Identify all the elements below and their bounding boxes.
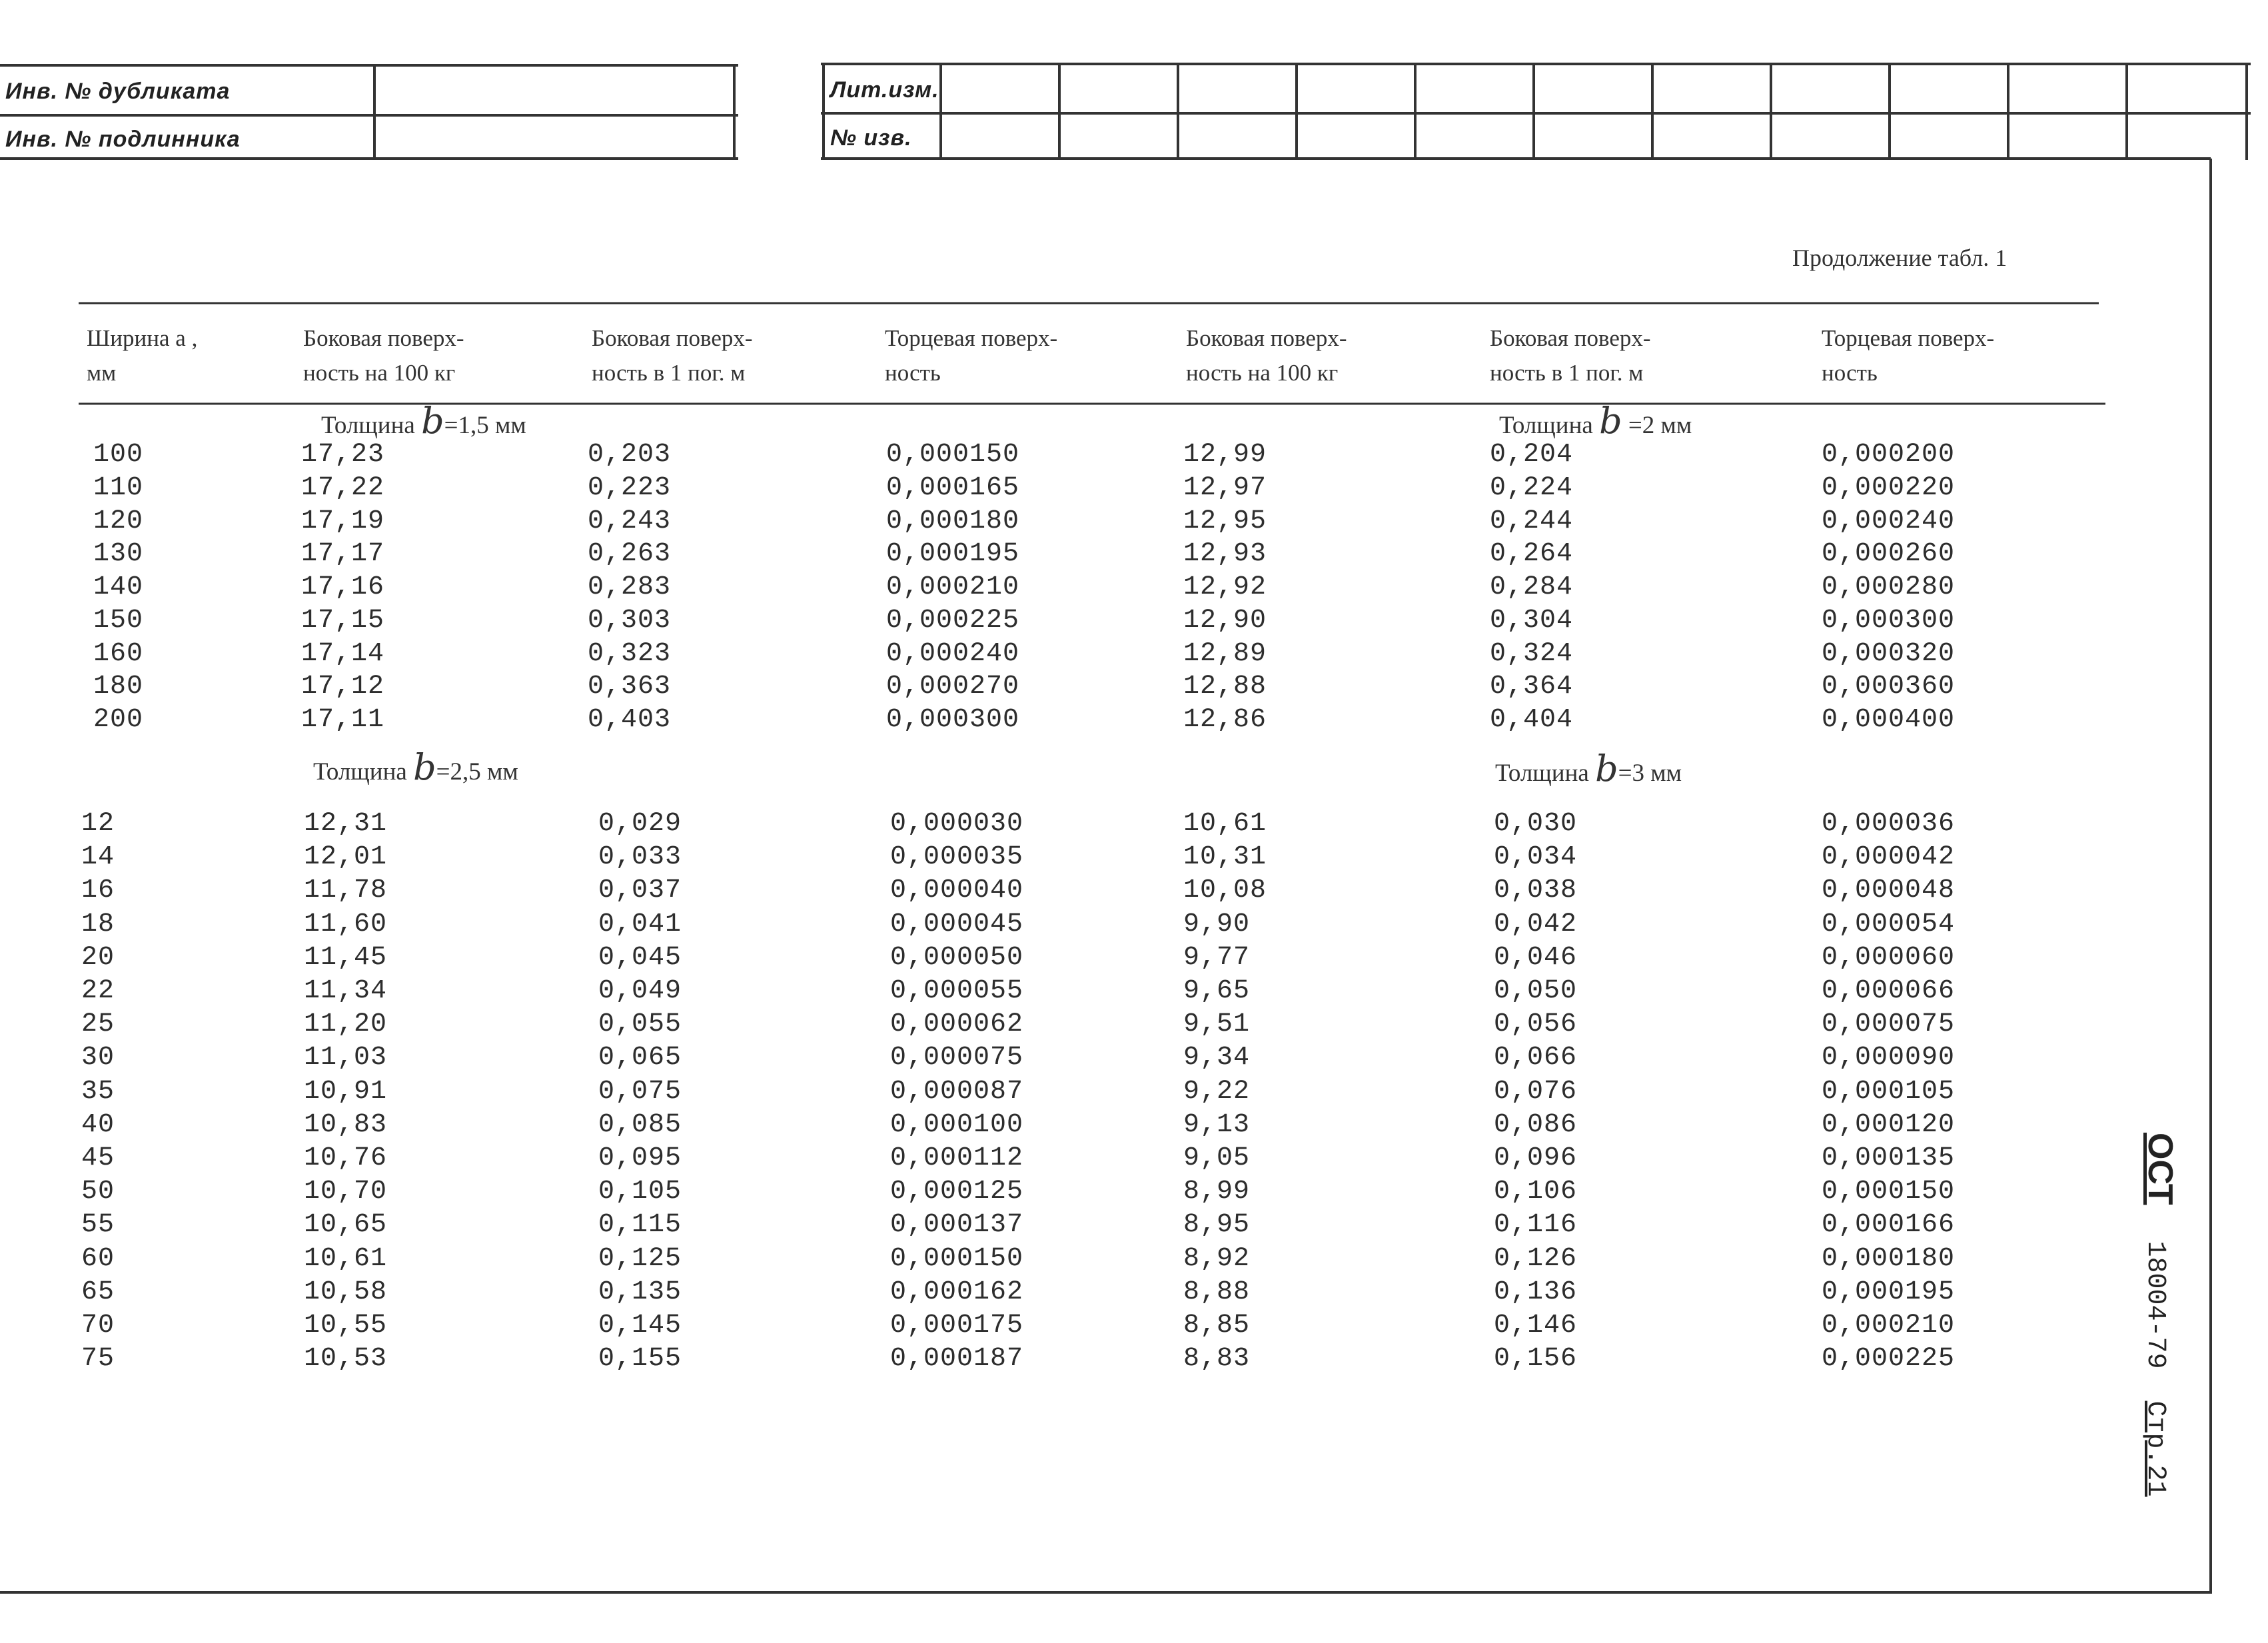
bottom-cell-side-per-meter-left: 0,045 [598,942,682,973]
bottom-cell-side-100kg-left: 11,60 [304,909,388,939]
top-cell-side-100kg-right: 12,97 [1183,472,1267,503]
bottom-cell-end-right: 0,000195 [1822,1277,1956,1307]
top-cell-side-per-meter-right: 0,364 [1490,672,1574,702]
bottom-cell-end-left: 0,000137 [890,1210,1024,1241]
bottom-cell-side-per-meter-left: 0,135 [598,1277,682,1307]
top-cell-end-right: 0,000240 [1822,506,1956,536]
top-cell-end-left: 0,000270 [886,672,1020,702]
bottom-cell-side-per-meter-left: 0,033 [598,842,682,873]
ost-designation: ОСТ [2141,1133,2179,1205]
bottom-cell-side-per-meter-right: 0,046 [1494,942,1578,973]
top-cell-side-100kg-left: 17,11 [301,705,385,735]
bottom-cell-side-per-meter-left: 0,029 [598,809,682,839]
bottom-cell-side-per-meter-left: 0,105 [598,1177,682,1207]
bottom-cell-width: 25 [81,1009,115,1040]
stamp-original-inventory-label: Инв. № подлинника [5,127,241,152]
bottom-cell-side-100kg-right: 9,34 [1183,1043,1251,1073]
header-end-surface-right: Торцевая поверх- ность [1822,325,1995,386]
top-cell-width: 110 [93,472,144,503]
bottom-cell-side-100kg-right: 8,88 [1183,1277,1251,1307]
bottom-cell-width: 50 [81,1177,115,1207]
header-side-surface-per-meter-right: Боковая поверх- ность в 1 пог. м [1490,325,1651,386]
table-continuation-caption: Продолжение табл. 1 [1792,245,2007,271]
top-cell-side-per-meter-left: 0,283 [588,572,672,602]
bottom-cell-width: 40 [81,1109,115,1140]
bottom-cell-width: 16 [81,875,115,906]
bottom-cell-side-100kg-right: 8,83 [1183,1344,1251,1374]
bottom-cell-end-left: 0,000175 [890,1311,1024,1341]
bottom-cell-end-right: 0,000066 [1822,976,1956,1006]
top-cell-end-left: 0,000150 [886,440,1020,470]
top-cell-side-100kg-right: 12,95 [1183,506,1267,536]
top-cell-width: 200 [93,705,144,735]
top-cell-side-100kg-left: 17,17 [301,539,385,570]
header-width: Ширина a , мм [87,325,198,386]
bottom-cell-side-per-meter-left: 0,055 [598,1009,682,1040]
bottom-cell-side-per-meter-right: 0,038 [1494,875,1578,906]
bottom-cell-side-100kg-left: 10,70 [304,1177,388,1207]
bottom-cell-end-left: 0,000087 [890,1076,1024,1107]
header-end-surface-left: Торцевая поверх- ность [885,325,1058,386]
bottom-cell-side-100kg-left: 10,58 [304,1277,388,1307]
bottom-cell-side-per-meter-right: 0,034 [1494,842,1578,873]
thickness-label-2-5mm: Толщина b=2,5 мм [313,746,518,788]
top-cell-end-right: 0,000400 [1822,705,1956,735]
bottom-cell-side-100kg-right: 9,77 [1183,942,1251,973]
bottom-cell-side-per-meter-left: 0,049 [598,976,682,1006]
top-cell-side-100kg-right: 12,88 [1183,672,1267,702]
header-side-surface-100kg-left: Боковая поверх- ность на 100 кг [303,325,464,386]
bottom-cell-side-per-meter-right: 0,042 [1494,909,1578,939]
bottom-cell-side-100kg-right: 9,05 [1183,1143,1251,1173]
bottom-cell-side-100kg-left: 10,53 [304,1344,388,1374]
bottom-cell-side-100kg-left: 10,91 [304,1076,388,1107]
stamp-duplicate-inventory-label: Инв. № дубликата [5,79,231,104]
top-cell-side-per-meter-left: 0,303 [588,605,672,636]
bottom-cell-side-100kg-left: 10,61 [304,1243,388,1274]
bottom-cell-side-per-meter-right: 0,106 [1494,1177,1578,1207]
bottom-cell-side-100kg-left: 12,31 [304,809,388,839]
bottom-cell-side-100kg-right: 10,08 [1183,875,1267,906]
bottom-cell-end-left: 0,000162 [890,1277,1024,1307]
bottom-cell-width: 22 [81,976,115,1006]
top-cell-side-100kg-left: 17,19 [301,506,385,536]
bottom-cell-width: 35 [81,1076,115,1107]
bottom-cell-side-per-meter-right: 0,126 [1494,1243,1578,1274]
page-number: Стр.21 [2140,1400,2170,1497]
bottom-cell-side-per-meter-right: 0,056 [1494,1009,1578,1040]
thickness-label-2mm: Толщина b =2 мм [1499,400,1692,442]
top-cell-side-100kg-left: 17,15 [301,605,385,636]
bottom-cell-side-100kg-left: 10,65 [304,1210,388,1241]
top-cell-end-right: 0,000280 [1822,572,1956,602]
top-cell-side-per-meter-right: 0,224 [1490,472,1574,503]
top-cell-side-per-meter-left: 0,363 [588,672,672,702]
bottom-cell-end-left: 0,000040 [890,875,1024,906]
bottom-cell-end-right: 0,000225 [1822,1344,1956,1374]
top-cell-end-right: 0,000260 [1822,539,1956,570]
bottom-cell-end-left: 0,000045 [890,909,1024,939]
top-cell-side-per-meter-left: 0,223 [588,472,672,503]
top-cell-end-right: 0,000220 [1822,472,1956,503]
bottom-cell-end-left: 0,000100 [890,1109,1024,1140]
bottom-cell-side-per-meter-left: 0,125 [598,1243,682,1274]
standard-number: 18004-79 [2140,1241,2170,1369]
bottom-cell-end-left: 0,000035 [890,842,1024,873]
top-cell-side-per-meter-right: 0,304 [1490,605,1574,636]
bottom-cell-side-100kg-right: 9,13 [1183,1109,1251,1140]
bottom-cell-end-left: 0,000075 [890,1043,1024,1073]
bottom-cell-end-left: 0,000062 [890,1009,1024,1040]
top-cell-end-left: 0,000180 [886,506,1020,536]
bottom-cell-width: 20 [81,942,115,973]
bottom-cell-end-right: 0,000054 [1822,909,1956,939]
top-cell-end-right: 0,000320 [1822,638,1956,669]
bottom-cell-side-100kg-right: 10,31 [1183,842,1267,873]
top-cell-end-left: 0,000210 [886,572,1020,602]
bottom-cell-end-right: 0,000105 [1822,1076,1956,1107]
bottom-cell-side-100kg-left: 11,03 [304,1043,388,1073]
bottom-cell-end-right: 0,000210 [1822,1311,1956,1341]
bottom-cell-side-100kg-right: 8,92 [1183,1243,1251,1274]
bottom-cell-end-right: 0,000120 [1822,1109,1956,1140]
top-cell-side-100kg-right: 12,92 [1183,572,1267,602]
top-cell-side-per-meter-left: 0,243 [588,506,672,536]
top-cell-end-left: 0,000225 [886,605,1020,636]
top-cell-side-100kg-right: 12,90 [1183,605,1267,636]
bottom-cell-side-per-meter-left: 0,085 [598,1109,682,1140]
top-cell-end-right: 0,000360 [1822,672,1956,702]
bottom-cell-width: 75 [81,1344,115,1374]
bottom-cell-width: 70 [81,1311,115,1341]
top-cell-width: 130 [93,539,144,570]
stamp-revision-sheet-label: Лит.изм. [830,77,939,103]
bottom-cell-width: 60 [81,1243,115,1274]
top-cell-side-100kg-right: 12,89 [1183,638,1267,669]
top-cell-side-per-meter-left: 0,323 [588,638,672,669]
thickness-label-1-5mm: Толщина b=1,5 мм [321,400,526,442]
standard-side-label [2140,1133,2180,1497]
top-cell-width: 120 [93,506,144,536]
top-cell-width: 180 [93,672,144,702]
top-cell-width: 140 [93,572,144,602]
bottom-cell-width: 30 [81,1043,115,1073]
bottom-cell-width: 45 [81,1143,115,1173]
bottom-cell-end-left: 0,000112 [890,1143,1024,1173]
top-cell-side-100kg-left: 17,22 [301,472,385,503]
bottom-cell-end-right: 0,000150 [1822,1177,1956,1207]
bottom-cell-side-per-meter-right: 0,136 [1494,1277,1578,1307]
bottom-cell-side-100kg-right: 9,51 [1183,1009,1251,1040]
top-cell-side-per-meter-right: 0,204 [1490,440,1574,470]
top-cell-end-right: 0,000300 [1822,605,1956,636]
top-cell-side-100kg-right: 12,99 [1183,440,1267,470]
bottom-cell-side-100kg-left: 10,76 [304,1143,388,1173]
bottom-cell-side-100kg-right: 8,85 [1183,1311,1251,1341]
top-cell-side-per-meter-right: 0,324 [1490,638,1574,669]
top-cell-width: 150 [93,605,144,636]
bottom-cell-end-left: 0,000055 [890,976,1024,1006]
bottom-cell-end-right: 0,000090 [1822,1043,1956,1073]
top-cell-end-left: 0,000195 [886,539,1020,570]
bottom-cell-end-right: 0,000060 [1822,942,1956,973]
top-cell-side-100kg-left: 17,14 [301,638,385,669]
bottom-cell-end-right: 0,000048 [1822,875,1956,906]
bottom-cell-width: 12 [81,809,115,839]
bottom-cell-side-100kg-left: 11,20 [304,1009,388,1040]
top-cell-end-left: 0,000240 [886,638,1020,669]
top-cell-side-per-meter-right: 0,264 [1490,539,1574,570]
bottom-cell-side-100kg-left: 10,55 [304,1311,388,1341]
bottom-cell-side-per-meter-right: 0,066 [1494,1043,1578,1073]
top-cell-end-right: 0,000200 [1822,440,1956,470]
bottom-cell-side-100kg-right: 9,90 [1183,909,1251,939]
bottom-cell-side-per-meter-right: 0,156 [1494,1344,1578,1374]
bottom-cell-side-per-meter-right: 0,050 [1494,976,1578,1006]
top-cell-width: 160 [93,638,144,669]
bottom-cell-side-per-meter-left: 0,075 [598,1076,682,1107]
bottom-cell-end-right: 0,000180 [1822,1243,1956,1274]
top-cell-side-100kg-left: 17,23 [301,440,385,470]
top-cell-side-per-meter-right: 0,284 [1490,572,1574,602]
top-cell-side-100kg-left: 17,12 [301,672,385,702]
top-cell-side-per-meter-left: 0,403 [588,705,672,735]
bottom-cell-side-per-meter-right: 0,146 [1494,1311,1578,1341]
bottom-cell-end-right: 0,000135 [1822,1143,1956,1173]
bottom-cell-end-right: 0,000036 [1822,809,1956,839]
top-cell-side-100kg-left: 17,16 [301,572,385,602]
bottom-cell-width: 18 [81,909,115,939]
bottom-cell-side-per-meter-right: 0,096 [1494,1143,1578,1173]
bottom-cell-side-per-meter-left: 0,115 [598,1210,682,1241]
top-cell-end-left: 0,000300 [886,705,1020,735]
bottom-cell-end-right: 0,000042 [1822,842,1956,873]
bottom-cell-side-100kg-left: 10,83 [304,1109,388,1140]
bottom-cell-end-right: 0,000166 [1822,1210,1956,1241]
bottom-cell-side-100kg-right: 8,99 [1183,1177,1251,1207]
bottom-cell-side-100kg-right: 9,22 [1183,1076,1251,1107]
bottom-cell-end-left: 0,000030 [890,809,1024,839]
bottom-cell-width: 65 [81,1277,115,1307]
top-cell-side-per-meter-left: 0,263 [588,539,672,570]
thickness-label-3mm: Толщина b=3 мм [1495,748,1682,790]
top-cell-end-left: 0,000165 [886,472,1020,503]
top-cell-side-per-meter-right: 0,404 [1490,705,1574,735]
bottom-cell-side-100kg-right: 9,65 [1183,976,1251,1006]
top-cell-side-per-meter-right: 0,244 [1490,506,1574,536]
bottom-cell-side-100kg-left: 11,45 [304,942,388,973]
bottom-cell-side-100kg-left: 12,01 [304,842,388,873]
bottom-cell-end-right: 0,000075 [1822,1009,1956,1040]
stamp-notice-number-label: № изв. [830,125,912,151]
bottom-cell-side-per-meter-right: 0,030 [1494,809,1578,839]
bottom-cell-side-per-meter-left: 0,145 [598,1311,682,1341]
top-cell-side-100kg-right: 12,86 [1183,705,1267,735]
bottom-cell-side-100kg-right: 10,61 [1183,809,1267,839]
bottom-cell-side-per-meter-right: 0,116 [1494,1210,1578,1241]
bottom-cell-side-100kg-right: 8,95 [1183,1210,1251,1241]
bottom-cell-side-per-meter-left: 0,065 [598,1043,682,1073]
bottom-cell-side-per-meter-left: 0,037 [598,875,682,906]
bottom-cell-side-100kg-left: 11,78 [304,875,388,906]
bottom-cell-side-per-meter-right: 0,076 [1494,1076,1578,1107]
header-side-surface-100kg-right: Боковая поверх- ность на 100 кг [1186,325,1347,386]
bottom-cell-side-per-meter-left: 0,155 [598,1344,682,1374]
bottom-cell-end-left: 0,000150 [890,1243,1024,1274]
bottom-cell-width: 55 [81,1210,115,1241]
bottom-cell-side-per-meter-left: 0,095 [598,1143,682,1173]
bottom-cell-side-100kg-left: 11,34 [304,976,388,1006]
bottom-cell-side-per-meter-right: 0,086 [1494,1109,1578,1140]
top-cell-side-100kg-right: 12,93 [1183,539,1267,570]
top-cell-side-per-meter-left: 0,203 [588,440,672,470]
top-cell-width: 100 [93,440,144,470]
bottom-cell-end-left: 0,000187 [890,1344,1024,1374]
bottom-cell-end-left: 0,000125 [890,1177,1024,1207]
header-side-surface-per-meter-left: Боковая поверх- ность в 1 пог. м [592,325,753,386]
bottom-cell-end-left: 0,000050 [890,942,1024,973]
bottom-cell-side-per-meter-left: 0,041 [598,909,682,939]
bottom-cell-width: 14 [81,842,115,873]
